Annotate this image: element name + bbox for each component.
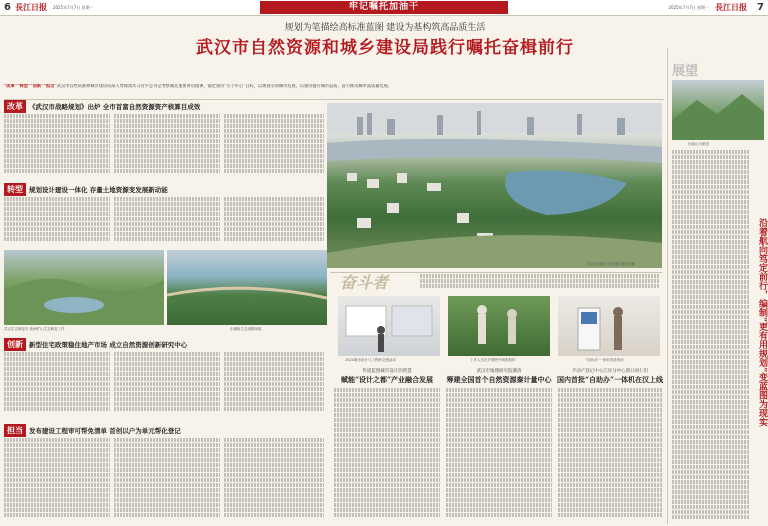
section-tag: 创新 [4,338,26,351]
body-text-column [4,438,110,524]
section-reform [4,100,200,113]
section-tag: 改革 [4,100,26,113]
left-date: 2025年7月7日 星期一 [52,4,94,10]
greenway-image [167,250,327,325]
section-tag: 转型 [4,183,26,196]
body-text-column [4,114,110,178]
body-text-column [224,352,324,418]
section-banner: 牢记嘱托加油干 [260,1,508,14]
small-photo-mine-restoration [4,250,164,325]
body-text-column [114,197,220,245]
body-text-column [224,438,324,524]
story-photo-caption: “自助办”一体机投放现场 [585,358,624,362]
story-kicker: 传递蓝图城市设计的智慧 [362,369,412,374]
right-date: 2025年7月7日 星期一 [668,4,710,10]
section-title: 发布建设工程审可帮免清单 首创以户为单元帮化登记 [29,427,181,435]
story-photo-design [338,296,440,356]
body-text-column [4,352,110,418]
right-page-number: 7 [757,2,764,13]
section-title: 规划设计建设一体化 存量土地资源变发展新动能 [29,186,168,194]
story-photo-kiosk [558,296,660,356]
fendou-label: 奋斗者 [340,273,389,292]
sidebar-body [672,150,750,522]
sidebar-divider [667,48,668,524]
landscape-image [672,80,764,140]
body-text-column [4,197,110,245]
lead-keywords: “改革”“转型”“创新”“担当” [4,84,57,88]
section-transform [4,183,168,196]
sidebar-pull-quote: 沿着航向笃定前行，编制“更有用规划”变蓝图为现实 [757,218,767,427]
self-service-kiosk-image [558,296,660,356]
main-photo-caption: 武汉汉水滨江生态城区航拍鸟瞰 [586,262,635,266]
story-photo-caption: 工作人员在开展野外调查取样 [470,358,516,362]
body-text-column [114,352,220,418]
story-body [334,388,440,522]
small-photo-greenway [167,250,327,325]
sidebar-heading: 展望 [672,64,699,79]
mine-restoration-image [4,250,164,325]
story-body [558,388,662,522]
small-photo-caption: 东湖新生态道路绿道 [230,327,262,331]
story-title: 国内首批“自助办”一体机在汉上线 [556,375,664,384]
article-subtitle: 规划为笔描绘高标准蓝图 建设为基构筑高品质生活 [284,23,486,33]
body-text-column [114,114,220,178]
sidebar-photo [672,80,764,140]
section-innovate [4,338,187,351]
sidebar-photo-caption: 壮丽山川航拍 [688,142,709,146]
story-title: 赋能“设计之都”产业融合发展 [340,375,434,384]
right-logo: 長江日报 [715,2,748,12]
lead-paragraph [4,84,660,98]
story-kicker: 不动产登记中心江岸分中心窗口同仁们 [571,369,649,374]
aerial-cityscape-image [327,103,662,268]
small-photo-caption: 武汉生态修复后 新洲矿山生态修复工作 [4,327,65,331]
section-tag: 担当 [4,424,26,437]
lead-text: 武汉市自然资源和城乡建设局深入贯彻落实习近平总书记考察湖北重要讲话精神，锚定建设“五个中心”目标，以规划引领城市发展，以建设提升城市品质，奋力推动城市高质量发展。 [56,84,392,88]
section-title: 新型住宅政策稳住地产市场 成立自然资源创新研究中心 [29,341,188,349]
design-exhibition-image [338,296,440,356]
article-headline: 武汉市自然资源和城乡建设局践行嘱托奋楫前行 [196,38,574,58]
fendou-intro [420,274,660,290]
fendou-section-label [340,270,420,292]
main-photo [327,103,662,268]
story-body [446,388,552,522]
story-photo-field [448,296,550,356]
body-text-column [114,438,220,524]
left-page-number: 6 [4,2,11,13]
field-survey-image [448,296,550,356]
story-photo-caption: 2024城市设计与工程师交流活动 [345,358,396,362]
section-title: 《武汉市战略规划》出炉 全市首富自然资源资产核算目成效 [29,103,201,111]
section-responsibility [4,424,181,437]
story-title: 筹建全国首个自然资源秦计量中心 [446,375,552,384]
body-text-column [224,114,324,178]
story-kicker: 武汉市地理研究院赛清 [476,369,522,374]
body-text-column [224,197,324,245]
left-logo: 長江日报 [14,2,47,12]
